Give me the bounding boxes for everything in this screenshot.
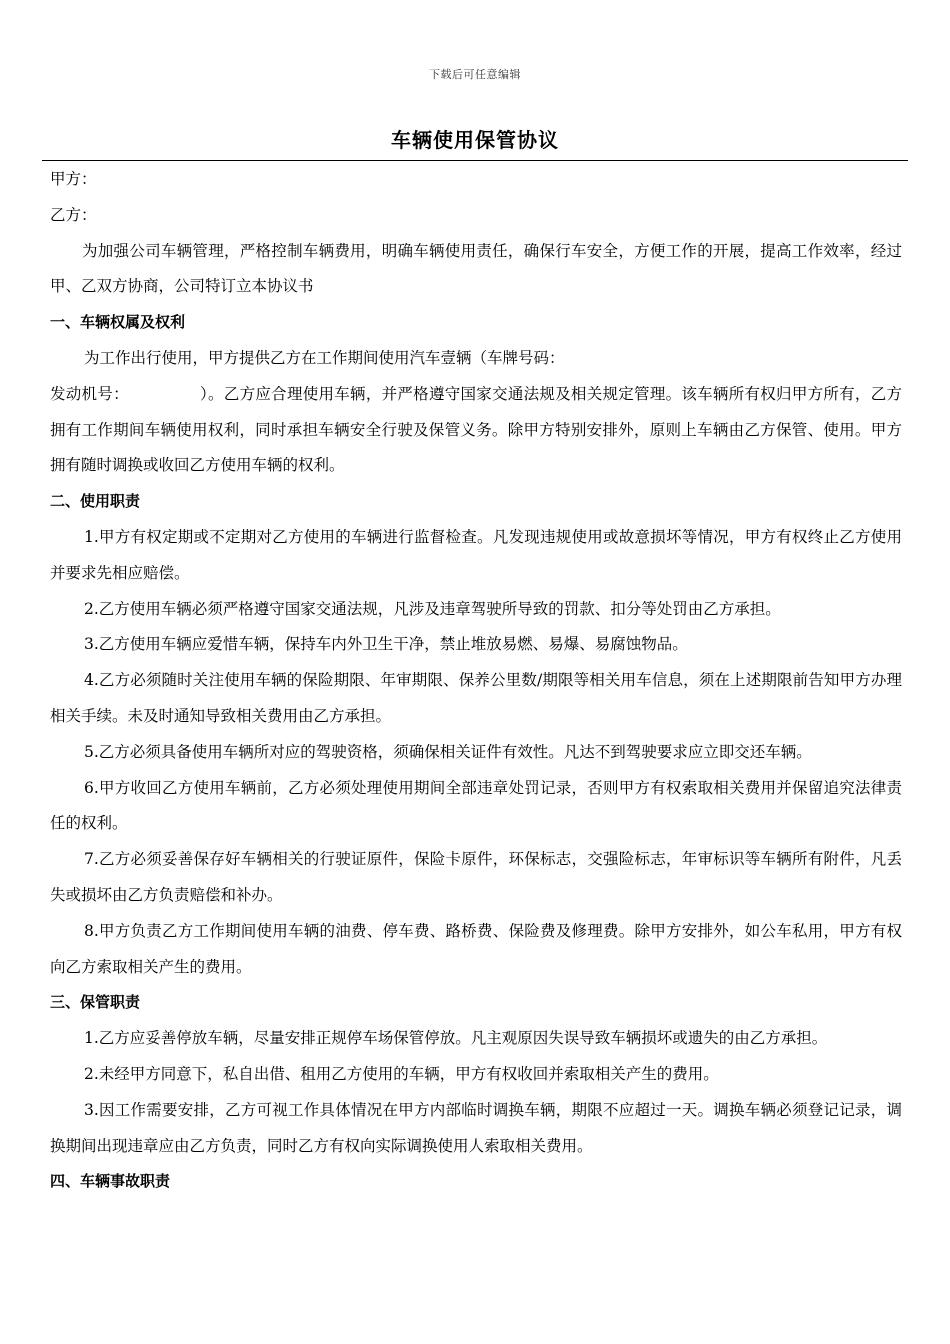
usage-clause-4: 4.乙方必须随时关注使用车辆的保险期限、年审期限、保养公里数/期限等相关用车信息，须在上述期限前告知甲方办理相关手续。未及时通知导致相关费用由乙方承担。 xyxy=(50,671,902,725)
usage-clause-1: 1.甲方有权定期或不定期对乙方使用的车辆进行监督检查。凡发现违规使用或故意损坏等情况，甲方有权终止乙方使用并要求先相应赔偿。 xyxy=(50,527,902,582)
party-a-line: 甲方： xyxy=(50,170,97,188)
document-body xyxy=(50,162,902,1200)
usage-clause-7: 7.乙方必须妥善保存好车辆相关的行驶证原件，保险卡原件，环保标志，交强险标志，年审标识等车辆所有附件，凡丢失或损坏由乙方负责赔偿和补办。 xyxy=(50,850,902,904)
section-heading-custody: 三、保管职责 xyxy=(50,993,141,1012)
custody-clause-2: 2.未经甲方同意下，私自出借、租用乙方使用的车辆，甲方有权收回并索取相关产生的费用。 xyxy=(84,1064,719,1083)
custody-clause-1: 1.乙方应妥善停放车辆，尽量安排正规停车场保管停放。凡主观原因失误导致车辆损坏或遗失的由乙方承担。 xyxy=(84,1029,828,1048)
title-divider xyxy=(42,160,908,161)
section-heading-accident: 四、车辆事故职责 xyxy=(50,1172,171,1191)
usage-clause-3: 3.乙方使用车辆应爱惜车辆，保持车内外卫生干净，禁止堆放易燃、易爆、易腐蚀物品。 xyxy=(84,635,688,654)
usage-clause-8: 8.甲方负责乙方工作期间使用车辆的油费、停车费、路桥费、保险费及修理费。除甲方安排外，如公车私用，甲方有权向乙方索取相关产生的费用。 xyxy=(50,921,902,976)
intro-paragraph: 为加强公司车辆管理，严格控制车辆费用，明确车辆使用责任，确保行车安全，方便工作的开展，提高工作效率，经过甲、乙双方协商，公司特订立本协议书 xyxy=(50,241,902,296)
document-title: 车辆使用保管协议 xyxy=(391,128,559,152)
ownership-paragraph-2: 发动机号： ）。乙方应合理使用车辆，并严格遵守国家交通法规及相关规定管理。该车辆所有权归甲方所有，乙方拥有工作期间车辆使用权利，同时承担车辆安全行驶及保管义务。除甲方特别安排外，原则上车辆由乙方保管、使用。甲方拥有随时调换或收回乙方使用车辆的权利。 xyxy=(50,384,902,475)
party-b-line: 乙方： xyxy=(50,205,97,224)
usage-clause-5: 5.乙方必须具备使用车辆所对应的驾驶资格，须确保相关证件有效性。凡达不到驾驶要求应立即交还车辆。 xyxy=(84,742,812,761)
download-note: 下载后可任意编辑 xyxy=(429,68,521,81)
ownership-paragraph-1: 为工作出行使用，甲方提供乙方在工作期间使用汽车壹辆（车牌号码： xyxy=(84,348,565,367)
usage-clause-2: 2.乙方使用车辆必须严格遵守国家交通法规，凡涉及违章驾驶所导致的罚款、扣分等处罚由乙方承担。 xyxy=(84,599,781,618)
custody-clause-3: 3.因工作需要安排，乙方可视工作具体情况在甲方内部临时调换车辆，期限不应超过一天。调换车辆必须登记记录，调换期间出现违章应由乙方负责，同时乙方有权向实际调换使用人索取相关费用。 xyxy=(50,1100,902,1155)
usage-clause-6: 6.甲方收回乙方使用车辆前，乙方必须处理使用期间全部违章处罚记录，否则甲方有权索取相关费用并保留追究法律责任的权利。 xyxy=(50,778,902,833)
section-heading-usage: 二、使用职责 xyxy=(50,492,141,511)
section-heading-ownership: 一、车辆权属及权利 xyxy=(50,313,186,332)
